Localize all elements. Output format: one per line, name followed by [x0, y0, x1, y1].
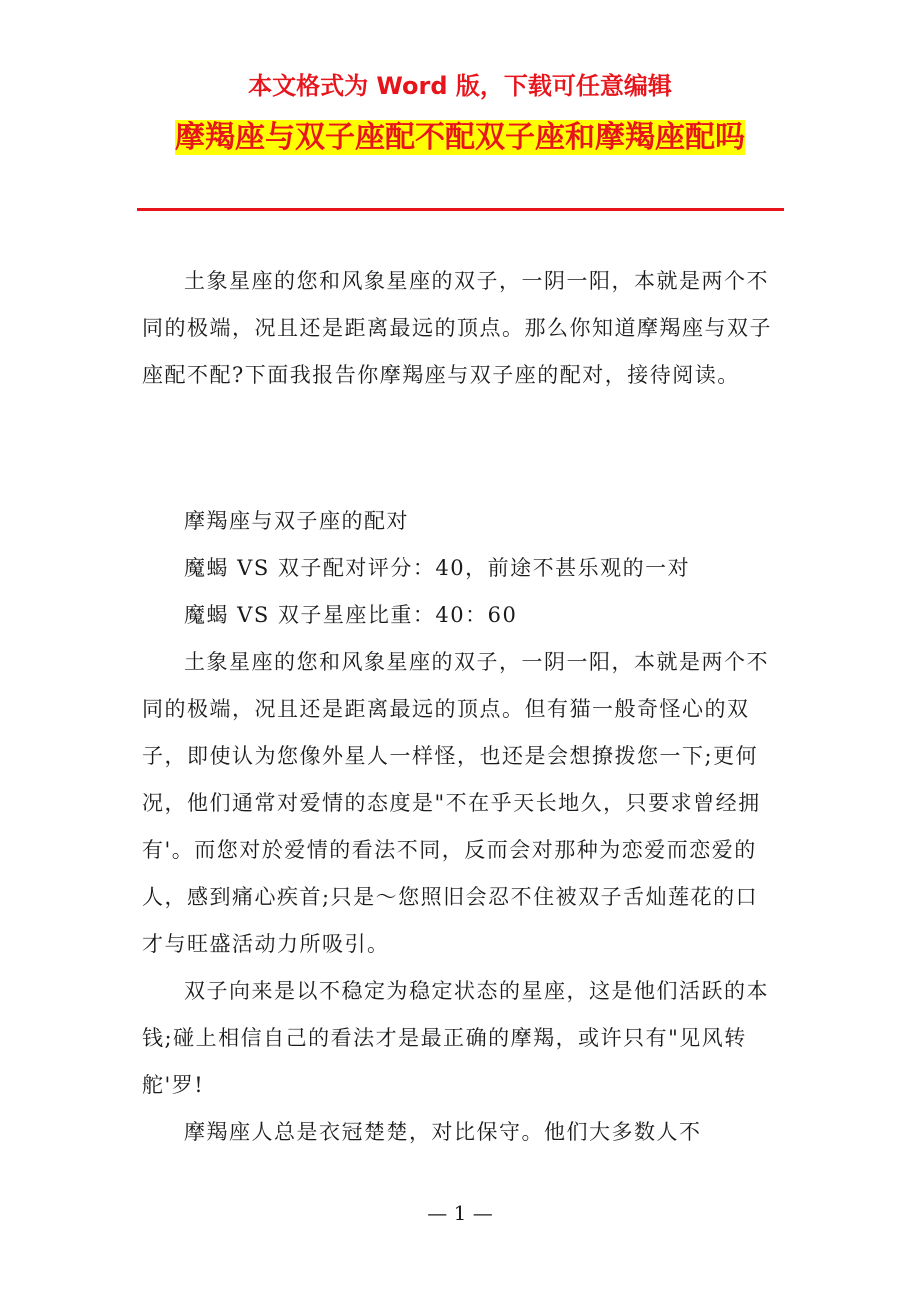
document-title [140, 113, 780, 163]
page-number: — 1 — [427, 1201, 493, 1225]
ratio-line: 魔蝎 VS 双子星座比重：40：60 [184, 603, 518, 627]
intro-section [142, 258, 774, 399]
body-paragraph: 土象星座的您和风象星座的双子，一阴一阳，本就是两个不同的极端，况且还是距离最远的顶点。但有猫一般奇怪心的双子，即使认为您像外星人一样怪，也还是会想撩拨您一下;更何况，他们通常对爱情的态度是"不在乎天长地久，只要求曾经拥有'。而您对於爱情的看法不同，反而会对那种为恋爱而恋爱的人，感到痛心疾首;只是～您照旧会忍不住被双子舌灿莲花的口才与旺盛活动力所吸引。 [142, 650, 769, 956]
format-banner: 本文格式为 Word 版，下载可任意编辑 [248, 72, 672, 100]
title-divider [137, 208, 784, 211]
score-line: 魔蝎 VS 双子配对评分：40，前途不甚乐观的一对 [184, 556, 691, 580]
document-title-text: 摩羯座与双子座配不配双子座和摩羯座配吗 [175, 120, 745, 155]
section-heading: 摩羯座与双子座的配对 [184, 509, 409, 533]
main-section [142, 498, 774, 1156]
body-paragraph: 摩羯座人总是衣冠楚楚，对比保守。他们大多数人不 [184, 1120, 702, 1144]
body-paragraph: 双子向来是以不稳定为稳定状态的星座，这是他们活跃的本钱;碰上相信自己的看法才是最正确的摩羯，或许只有"见风转舵'罗! [142, 979, 769, 1097]
intro-paragraph: 土象星座的您和风象星座的双子，一阴一阳，本就是两个不同的极端，况且还是距离最远的顶点。那么你知道摩羯座与双子座配不配?下面我报告你摩羯座与双子座的配对，接待阅读。 [142, 269, 772, 387]
